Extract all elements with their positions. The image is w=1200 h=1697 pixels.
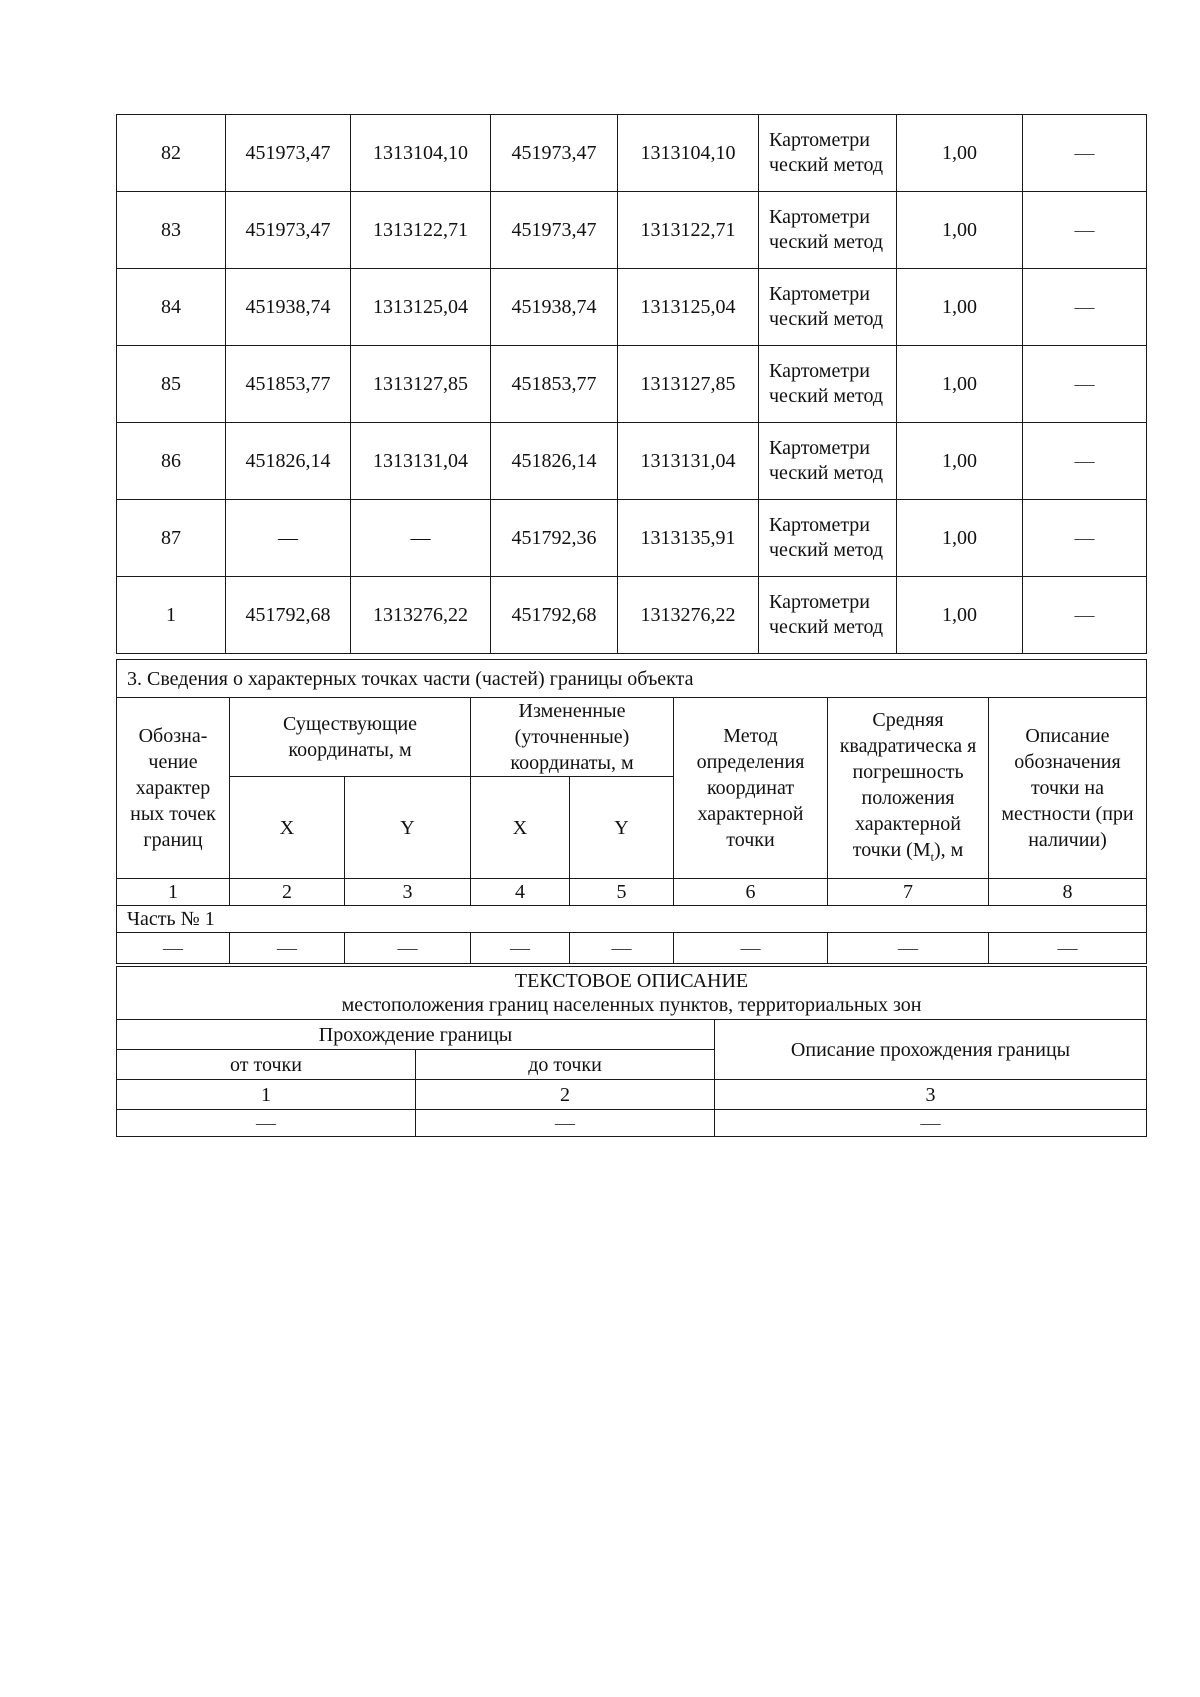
y-new-cell: 1313125,04	[618, 269, 759, 346]
header-x-changed: X	[471, 777, 570, 879]
error-cell: 1,00	[897, 577, 1023, 654]
empty-cell: —	[570, 933, 674, 964]
col-num: 7	[828, 879, 989, 906]
description-cell: —	[1023, 192, 1147, 269]
y-cell: 1313122,71	[351, 192, 491, 269]
y-cell: 1313276,22	[351, 577, 491, 654]
description-cell: —	[1023, 346, 1147, 423]
col-num: 1	[117, 879, 230, 906]
col-num: 3	[715, 1080, 1147, 1110]
x-cell: —	[226, 500, 351, 577]
col-num: 1	[117, 1080, 416, 1110]
text-description-subtitle: местоположения границ населенных пунктов, территориальных зон	[341, 994, 922, 1016]
table-row	[117, 192, 1147, 269]
table-row	[117, 423, 1147, 500]
header-designation: Обозна- чение характер ных точек границ	[117, 698, 230, 879]
col-num: 5	[570, 879, 674, 906]
empty-cell: —	[715, 1110, 1147, 1137]
method-cell: Картометри ческий метод	[759, 500, 897, 577]
header-error-text: Средняя квадратическа я погрешность положения характерной точки (M	[839, 708, 977, 861]
x-new-cell: 451973,47	[491, 192, 618, 269]
x-new-cell: 451973,47	[491, 115, 618, 192]
y-new-cell: 1313131,04	[618, 423, 759, 500]
description-cell: —	[1023, 115, 1147, 192]
x-cell: 451826,14	[226, 423, 351, 500]
column-numbers-row	[117, 1080, 1147, 1110]
table-row	[117, 346, 1147, 423]
y-cell: 1313131,04	[351, 423, 491, 500]
header-description: Описание обозначения точки на местности (при наличии)	[989, 698, 1147, 879]
header-y-changed: Y	[570, 777, 674, 879]
empty-cell: —	[416, 1110, 715, 1137]
table-row	[117, 577, 1147, 654]
header-from-point: от точки	[117, 1050, 416, 1080]
table-row	[117, 115, 1147, 192]
point-cell: 1	[117, 577, 226, 654]
method-cell: Картометри ческий метод	[759, 115, 897, 192]
col-num: 8	[989, 879, 1147, 906]
method-cell: Картометри ческий метод	[759, 346, 897, 423]
y-cell: 1313125,04	[351, 269, 491, 346]
y-new-cell: 1313104,10	[618, 115, 759, 192]
empty-cell: —	[117, 933, 230, 964]
empty-cell: —	[345, 933, 471, 964]
col-num: 2	[416, 1080, 715, 1110]
text-description-table	[116, 966, 1147, 1137]
col-num: 2	[230, 879, 345, 906]
error-cell: 1,00	[897, 115, 1023, 192]
point-cell: 84	[117, 269, 226, 346]
header-error-unit: ), м	[933, 838, 964, 861]
error-cell: 1,00	[897, 346, 1023, 423]
y-cell: 1313104,10	[351, 115, 491, 192]
table-row	[117, 500, 1147, 577]
y-new-cell: 1313276,22	[618, 577, 759, 654]
point-cell: 85	[117, 346, 226, 423]
col-num: 4	[471, 879, 570, 906]
empty-row	[117, 933, 1147, 964]
column-numbers-row	[117, 879, 1147, 906]
y-new-cell: 1313122,71	[618, 192, 759, 269]
empty-cell: —	[989, 933, 1147, 964]
method-cell: Картометри ческий метод	[759, 269, 897, 346]
section3-title: 3. Сведения о характерных точках части (частей) границы объекта	[117, 660, 1147, 698]
header-y: Y	[345, 777, 471, 879]
section3-table	[116, 659, 1147, 964]
point-cell: 87	[117, 500, 226, 577]
empty-cell: —	[230, 933, 345, 964]
empty-cell: —	[471, 933, 570, 964]
y-cell: —	[351, 500, 491, 577]
header-passage-description: Описание прохождения границы	[715, 1020, 1147, 1080]
col-num: 6	[674, 879, 828, 906]
x-new-cell: 451826,14	[491, 423, 618, 500]
empty-row	[117, 1110, 1147, 1137]
empty-cell: —	[828, 933, 989, 964]
header-existing-coords: Существующие координаты, м	[230, 698, 471, 777]
y-new-cell: 1313127,85	[618, 346, 759, 423]
x-new-cell: 451792,68	[491, 577, 618, 654]
header-error-sub: t	[930, 849, 934, 864]
method-cell: Картометри ческий метод	[759, 577, 897, 654]
x-new-cell: 451938,74	[491, 269, 618, 346]
point-cell: 86	[117, 423, 226, 500]
error-cell: 1,00	[897, 192, 1023, 269]
coords-table	[116, 114, 1147, 654]
empty-cell: —	[674, 933, 828, 964]
header-changed-coords: Измененные (уточненные) координаты, м	[471, 698, 674, 777]
x-cell: 451973,47	[226, 192, 351, 269]
description-cell: —	[1023, 269, 1147, 346]
header-passage: Прохождение границы	[117, 1020, 715, 1050]
text-description-heading: ТЕКСТОВОЕ ОПИСАНИЕ	[514, 970, 749, 992]
x-cell: 451792,68	[226, 577, 351, 654]
col-num: 3	[345, 879, 471, 906]
description-cell: —	[1023, 423, 1147, 500]
x-new-cell: 451792,36	[491, 500, 618, 577]
description-cell: —	[1023, 577, 1147, 654]
description-cell: —	[1023, 500, 1147, 577]
x-cell: 451938,74	[226, 269, 351, 346]
y-cell: 1313127,85	[351, 346, 491, 423]
error-cell: 1,00	[897, 269, 1023, 346]
header-x: X	[230, 777, 345, 879]
method-cell: Картометри ческий метод	[759, 423, 897, 500]
point-cell: 83	[117, 192, 226, 269]
point-cell: 82	[117, 115, 226, 192]
coords-table-body	[117, 115, 1147, 654]
header-error	[828, 698, 989, 879]
x-cell: 451853,77	[226, 346, 351, 423]
header-to-point: до точки	[416, 1050, 715, 1080]
empty-cell: —	[117, 1110, 416, 1137]
text-description-title	[117, 967, 1147, 1020]
error-cell: 1,00	[897, 423, 1023, 500]
header-method: Метод определения координат характерной точки	[674, 698, 828, 879]
table-row	[117, 269, 1147, 346]
error-cell: 1,00	[897, 500, 1023, 577]
method-cell: Картометри ческий метод	[759, 192, 897, 269]
part-label: Часть № 1	[117, 906, 1147, 933]
y-new-cell: 1313135,91	[618, 500, 759, 577]
x-cell: 451973,47	[226, 115, 351, 192]
x-new-cell: 451853,77	[491, 346, 618, 423]
